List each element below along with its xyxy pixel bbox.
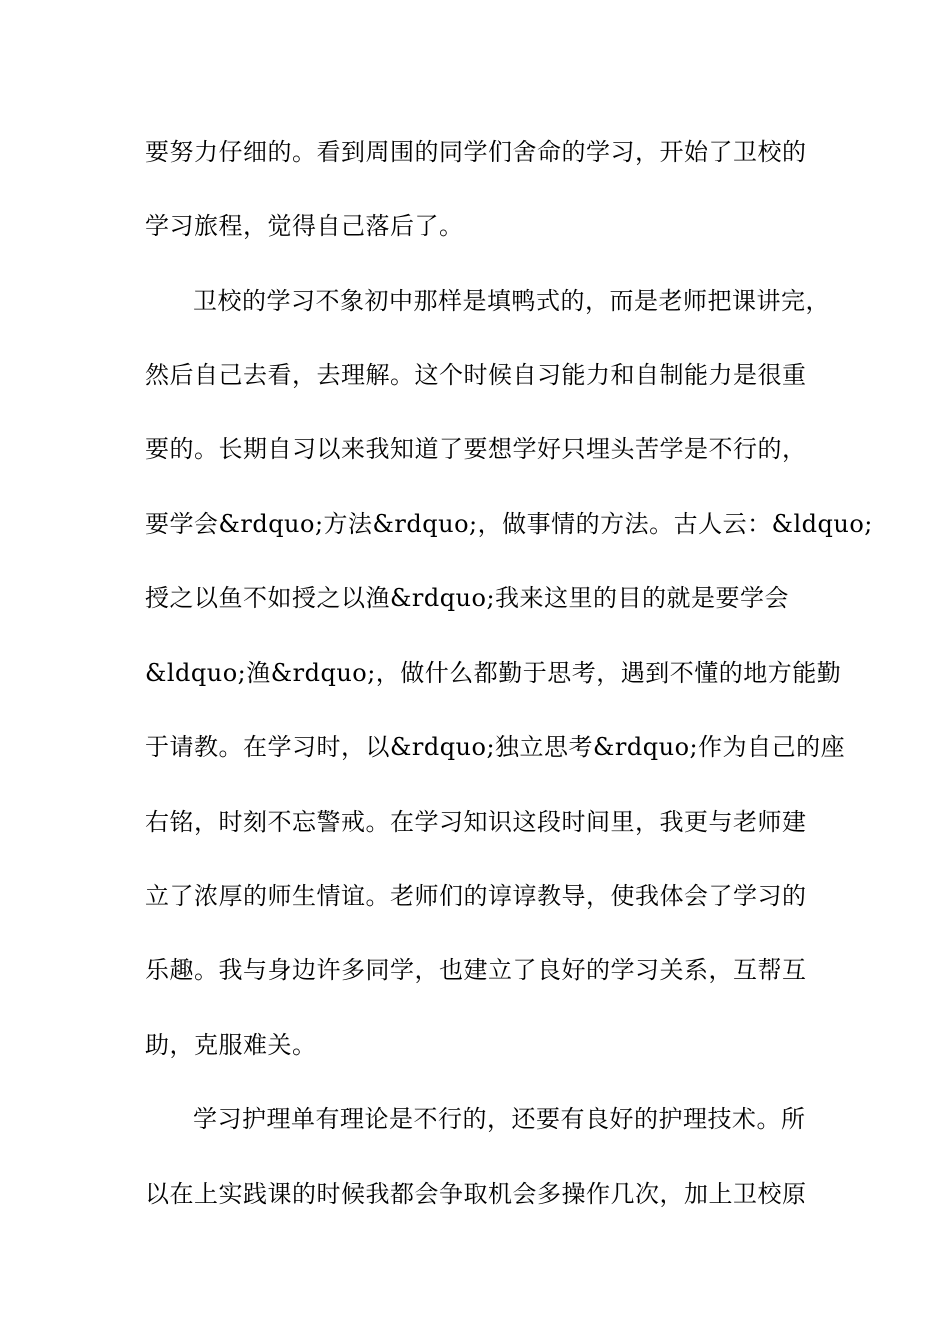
- text-line-9: 于请教。在学习时，以&rdquo;独立思考&rdquo;作为自己的座: [145, 733, 846, 761]
- text-line-2: 学习旅程，觉得自己落后了。: [145, 212, 464, 240]
- text-line-14: 学习护理单有理论是不行的，还要有良好的护理技术。所: [193, 1105, 806, 1133]
- text-line-10: 右铭，时刻不忘警戒。在学习知识这段时间里，我更与老师建: [145, 808, 807, 836]
- text-line-1: 要努力仔细的。看到周围的同学们舍命的学习，开始了卫校的: [145, 138, 807, 166]
- text-line-13: 助，克服难关。: [145, 1031, 317, 1059]
- text-line-5: 要的。长期自习以来我知道了要想学好只埋头苦学是不行的，: [145, 435, 807, 463]
- text-line-7: 授之以鱼不如授之以渔&rdquo;我来这里的目的就是要学会: [145, 584, 790, 612]
- text-line-15: 以在上实践课的时候我都会争取机会多操作几次，加上卫校原: [145, 1180, 807, 1208]
- text-line-8: &ldquo;渔&rdquo;，做什么都勤于思考，遇到不懂的地方能勤: [145, 659, 842, 687]
- text-line-4: 然后自己去看，去理解。这个时候自习能力和自制能力是很重: [145, 361, 807, 389]
- text-line-12: 乐趣。我与身边许多同学，也建立了良好的学习关系，互帮互: [145, 956, 807, 984]
- text-line-11: 立了浓厚的师生情谊。老师们的谆谆教导，使我体会了学习的: [145, 882, 807, 910]
- text-line-6: 要学会&rdquo;方法&rdquo;，做事情的方法。古人云：&ldquo;: [145, 510, 873, 538]
- text-line-3: 卫校的学习不象初中那样是填鸭式的，而是老师把课讲完，: [193, 287, 830, 315]
